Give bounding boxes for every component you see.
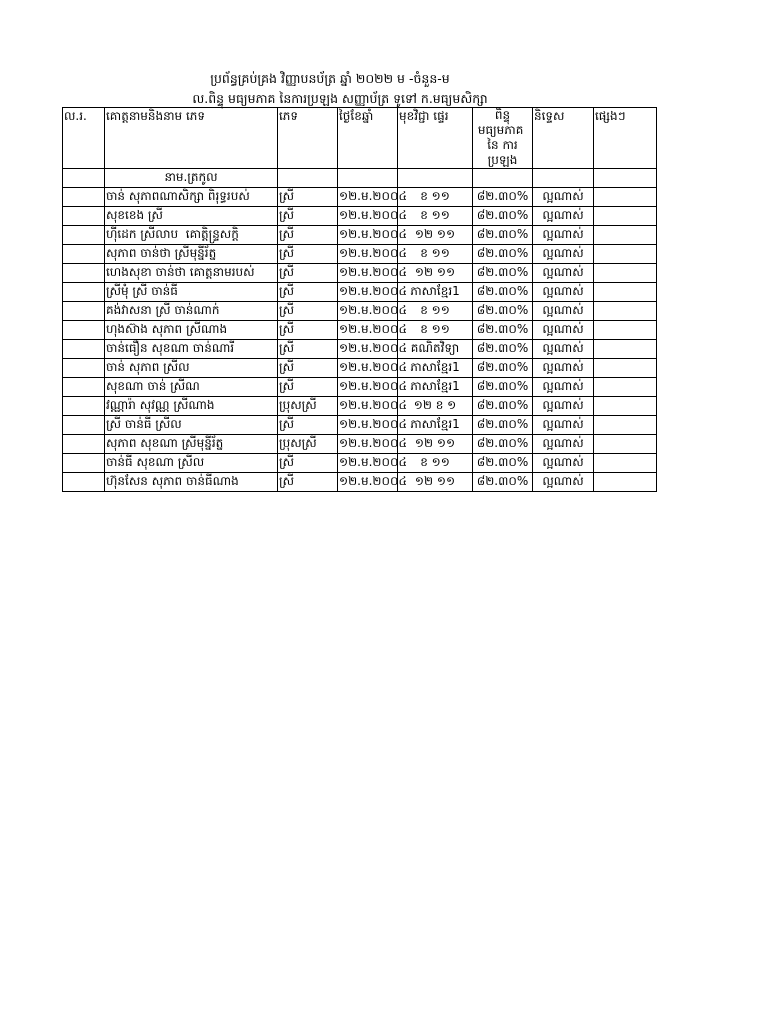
cell-other	[594, 321, 657, 340]
cell-number	[63, 207, 105, 226]
cell-name: គង់វាសនា ស្រី ចាន់ណាក់	[105, 302, 278, 321]
cell-name: ចាន់ធឿន​ សុខណា ចាន់ណារី	[105, 340, 278, 359]
cell-score: ៨២.៣០%	[473, 226, 533, 245]
cell-subject: ១២ ១១	[398, 226, 473, 245]
document-title: ប្រព័ន្ធគ្រប់គ្រង វិញ្ញាបនប័ត្រ ​ឆ្នាំ ២០២២ ម -ចំនួន-ម	[210, 71, 450, 86]
table-row	[63, 416, 657, 435]
cell-sex: ស្រី	[278, 359, 338, 378]
table-row	[63, 264, 657, 283]
cell-dob: ១២.ម.២០០៤	[338, 264, 398, 283]
cell-sex: ស្រី	[278, 188, 338, 207]
cell-score: ៨២.៣០%	[473, 359, 533, 378]
cell-number	[63, 321, 105, 340]
cell-other	[594, 473, 657, 492]
table-row	[63, 359, 657, 378]
cell-dob: ១២.ម.២០០៤	[338, 226, 398, 245]
cell-other	[594, 359, 657, 378]
cell-name: សុខខេង​ ស្រី	[105, 207, 278, 226]
cell-subject: ខ ១១	[398, 454, 473, 473]
cell-subject: ភាសាខ្មែរ1	[398, 359, 473, 378]
table-row	[63, 245, 657, 264]
cell-subject: ១២ ១១	[398, 435, 473, 454]
cell-other	[594, 454, 657, 473]
cell-score: ៨២.៣០%	[473, 321, 533, 340]
cell-number	[63, 283, 105, 302]
cell-grade: ល្អណាស់	[533, 359, 594, 378]
cell-score: ៨២.៣០%	[473, 397, 533, 416]
cell-number	[63, 188, 105, 207]
cell-number	[63, 264, 105, 283]
cell-sex: ស្រី	[278, 302, 338, 321]
cell-dob: ១២.ម.២០០៤	[338, 283, 398, 302]
cell-other	[594, 207, 657, 226]
cell-grade: ល្អណាស់	[533, 188, 594, 207]
cell-other	[594, 397, 657, 416]
cell-sex: ប្រុសស្រី	[278, 397, 338, 416]
cell-subject: គណិតវិទ្យា	[398, 340, 473, 359]
cell-sex: ស្រី	[278, 454, 338, 473]
cell-dob: ១២.ម.២០០៤	[338, 340, 398, 359]
cell-dob: ១២.ម.២០០៤	[338, 473, 398, 492]
cell-sex: ប្រុសស្រី	[278, 435, 338, 454]
cell-number	[63, 416, 105, 435]
cell-dob: ១២.ម.២០០៤	[338, 359, 398, 378]
col-header-dob: ថ្ងៃខែឆ្នាំ	[338, 108, 398, 169]
cell-dob: ១២.ម.២០០៤	[338, 454, 398, 473]
cell-grade: ល្អណាស់	[533, 378, 594, 397]
cell-sex: ស្រី	[278, 416, 338, 435]
cell-name: ចាន់ធី សុខណា ស្រីល	[105, 454, 278, 473]
cell-score: ៨២.៣០%	[473, 264, 533, 283]
cell-subject: ភាសាខ្មែរ1	[398, 416, 473, 435]
cell-grade: ល្អណាស់	[533, 454, 594, 473]
cell-name: ចាន់ សុភាព​ណាសិក្សា ​ពិរុទ្ធរបស់	[105, 188, 278, 207]
table-subheader-row	[63, 169, 657, 188]
col-header-subject: មុខវិជ្ជា ផ្ទេរ	[398, 108, 473, 169]
cell-grade: ល្អណាស់	[533, 397, 594, 416]
cell-name: ស្រី ចាន់ធី ស្រីល	[105, 416, 278, 435]
col-header-no: ល.រ.	[63, 108, 105, 169]
col-header-sex: ភេទ	[278, 108, 338, 169]
cell-name: ហ៊ុនសែន សុភាព ចាន់ធីណាង	[105, 473, 278, 492]
cell-name: ហេងសុខា ចាន់ថា គោត្តនាមរបស់	[105, 264, 278, 283]
cell-subject: ភាសាខ្មែរ1	[398, 283, 473, 302]
cell-sex: ស្រី	[278, 207, 338, 226]
table-row	[63, 397, 657, 416]
cell-other	[594, 416, 657, 435]
cell-other	[594, 245, 657, 264]
cell-other	[594, 378, 657, 397]
cell-dob: ១២.ម.២០០៤	[338, 378, 398, 397]
col-header-score: ពិន្ទុ មធ្យមភាគ ​នៃ ​ការប្រឡង	[473, 108, 533, 169]
cell-grade: ល្អណាស់	[533, 416, 594, 435]
cell-subject: ខ ១១	[398, 245, 473, 264]
cell-sex: ស្រី	[278, 321, 338, 340]
cell-score: ៨២.៣០%	[473, 473, 533, 492]
table-row	[63, 188, 657, 207]
cell-score: ៨២.៣០%	[473, 207, 533, 226]
table-row	[63, 207, 657, 226]
cell-subject: ខ ១១	[398, 207, 473, 226]
cell-score: ៨២.៣០%	[473, 245, 533, 264]
cell-score: ៨២.៣០%	[473, 188, 533, 207]
cell-subject: ១២ ១១	[398, 473, 473, 492]
cell-subject: ខ ១១	[398, 302, 473, 321]
cell-number	[63, 302, 105, 321]
cell-other	[594, 226, 657, 245]
cell-grade: ល្អណាស់	[533, 264, 594, 283]
cell-name: ហ៊ីដេក ស្រីលាប ​ គោត្តិន្ទ្រសក្តិ	[105, 226, 278, 245]
cell-name: សុភាព សុខណា ស្រីមុន្នីរ័ត្ន	[105, 435, 278, 454]
cell-sex: ស្រី	[278, 378, 338, 397]
cell-number	[63, 454, 105, 473]
cell-name: ហុងស៊ាង សុភាព ស្រីណាង	[105, 321, 278, 340]
subheader-name-label: នាម.ត្រកូល	[105, 169, 278, 188]
cell-dob: ១២.ម.២០០៤	[338, 188, 398, 207]
cell-dob: ១២.ម.២០០៤	[338, 435, 398, 454]
cell-sex: ស្រី	[278, 245, 338, 264]
cell-other	[594, 283, 657, 302]
table-row	[63, 340, 657, 359]
cell-other	[594, 340, 657, 359]
cell-grade: ល្អណាស់	[533, 340, 594, 359]
document-subtitle: ល.ពិន្ទុ​ ​មធ្យមភាគ នៃការប្រឡង​ សញ្ញាប័ត្រ ទូទៅ ក.មធ្យមសិក្សា	[192, 91, 488, 106]
cell-other	[594, 188, 657, 207]
table-row	[63, 226, 657, 245]
cell-number	[63, 473, 105, 492]
cell-number	[63, 378, 105, 397]
cell-name: ស្រីមុំ ស្រី ចាន់ធី	[105, 283, 278, 302]
cell-other	[594, 435, 657, 454]
cell-score: ៨២.៣០%	[473, 302, 533, 321]
cell-name: សុខណា ចាន់ ស្រីណ	[105, 378, 278, 397]
cell-number	[63, 397, 105, 416]
cell-dob: ១២.ម.២០០៤	[338, 321, 398, 340]
cell-number	[63, 245, 105, 264]
cell-dob: ១២.ម.២០០៤	[338, 245, 398, 264]
cell-score: ៨២.៣០%	[473, 416, 533, 435]
table-row	[63, 321, 657, 340]
cell-grade: ល្អណាស់	[533, 473, 594, 492]
cell-sex: ស្រី	[278, 473, 338, 492]
cell-sex: ស្រី	[278, 340, 338, 359]
cell-subject: ខ ១១	[398, 188, 473, 207]
cell-number	[63, 340, 105, 359]
col-header-other: ផ្សេងៗ	[594, 108, 657, 169]
cell-score: ៨២.៣០%	[473, 283, 533, 302]
cell-subject: ១២ ខ ១	[398, 397, 473, 416]
cell-name: វណ្ណារ៉ា សុវណ្ណ ស្រីណាង	[105, 397, 278, 416]
cell-number	[63, 226, 105, 245]
cell-sex: ស្រី	[278, 264, 338, 283]
table-row	[63, 454, 657, 473]
cell-dob: ១២.ម.២០០៤	[338, 397, 398, 416]
table-row	[63, 302, 657, 321]
cell-grade: ល្អណាស់	[533, 207, 594, 226]
table-row	[63, 473, 657, 492]
cell-grade: ល្អណាស់	[533, 435, 594, 454]
cell-other	[594, 264, 657, 283]
cell-subject: ភាសាខ្មែរ1	[398, 378, 473, 397]
cell-dob: ១២.ម.២០០៤	[338, 416, 398, 435]
cell-dob: ១២.ម.២០០៤	[338, 207, 398, 226]
cell-score: ៨២.៣០%	[473, 435, 533, 454]
col-header-name: គោត្តនាមនិងនាម ភេទ	[105, 108, 278, 169]
cell-name: ចាន់ សុភាព ស្រីល	[105, 359, 278, 378]
results-table	[62, 107, 657, 492]
table-row	[63, 435, 657, 454]
cell-score: ៨២.៣០%	[473, 340, 533, 359]
cell-other	[594, 302, 657, 321]
cell-score: ៨២.៣០%	[473, 378, 533, 397]
cell-grade: ល្អណាស់	[533, 321, 594, 340]
cell-grade: ល្អណាស់	[533, 226, 594, 245]
cell-score: ៨២.៣០%	[473, 454, 533, 473]
cell-grade: ល្អណាស់	[533, 302, 594, 321]
col-header-grade: និទ្ទេស	[533, 108, 594, 169]
cell-grade: ល្អណាស់	[533, 245, 594, 264]
cell-grade: ល្អណាស់	[533, 283, 594, 302]
cell-dob: ១២.ម.២០០៤	[338, 302, 398, 321]
cell-number	[63, 359, 105, 378]
cell-number	[63, 435, 105, 454]
cell-sex: ស្រី	[278, 226, 338, 245]
cell-subject: ខ ១១	[398, 321, 473, 340]
cell-name: សុភាព ចាន់ថា ស្រីមុន្នីរ័ត្ន	[105, 245, 278, 264]
table-row	[63, 283, 657, 302]
cell-sex: ស្រី	[278, 283, 338, 302]
table-row	[63, 378, 657, 397]
table-header-row	[63, 108, 657, 169]
cell-subject: ១២ ១១	[398, 264, 473, 283]
